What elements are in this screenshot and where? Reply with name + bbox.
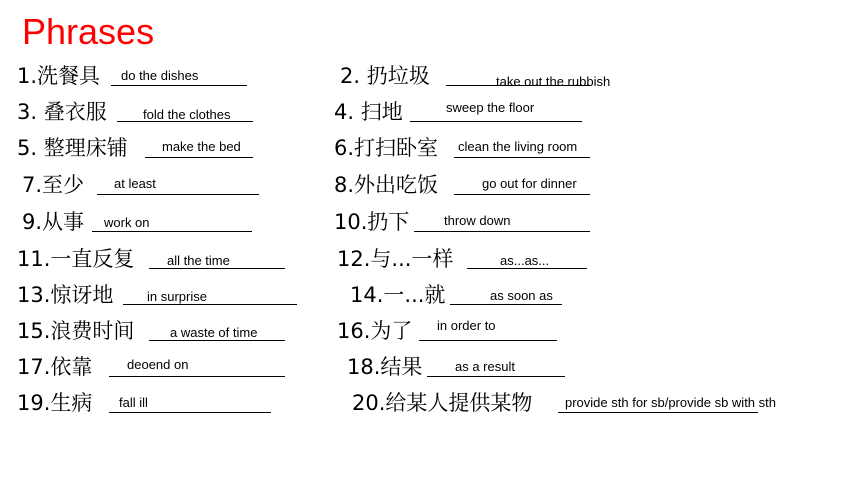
phrase-answer: work on: [104, 215, 150, 230]
phrase-prompt: 5. 整理床铺: [17, 136, 128, 160]
phrase-prompt: 9.从事: [22, 210, 85, 234]
phrase-prompt: 20.给某人提供某物: [352, 391, 533, 415]
phrase-answer: fold the clothes: [143, 107, 231, 122]
phrase-prompt: 12.与...一样: [337, 247, 454, 271]
phrase-answer: as...as...: [500, 253, 550, 268]
phrase-prompt: 19.生病: [17, 391, 93, 415]
phrase-answer: make the bed: [162, 139, 241, 154]
phrase-prompt: 7.至少: [22, 173, 85, 197]
phrase-answer: throw down: [444, 213, 511, 228]
phrase-prompt: 4. 扫地: [334, 100, 403, 124]
phrase-item-3: [17, 96, 267, 126]
phrase-item-17: [17, 351, 297, 381]
phrase-answer: as a result: [455, 359, 515, 374]
phrase-item-15: [17, 315, 307, 345]
phrase-item-19: [17, 387, 297, 417]
phrase-item-10: [334, 206, 604, 236]
phrase-item-2: [340, 60, 640, 90]
phrase-prompt: 6.打扫卧室: [334, 136, 439, 160]
phrase-prompt: 16.为了: [337, 319, 413, 343]
phrase-item-9: [22, 206, 272, 236]
phrase-item-18: [347, 351, 587, 381]
phrase-prompt: 11.一直反复: [17, 247, 135, 271]
phrase-answer: take out the rubbish: [496, 74, 611, 89]
phrase-answer: sweep the floor: [446, 100, 535, 115]
phrase-item-4: [334, 96, 594, 126]
phrase-item-7: [22, 169, 272, 199]
phrase-prompt: 1.洗餐具: [17, 64, 101, 88]
phrase-item-5: [17, 132, 267, 162]
phrase-item-1: [17, 60, 267, 90]
phrase-answer: do the dishes: [121, 68, 199, 83]
phrase-answer: deoend on: [127, 357, 189, 372]
phrase-prompt: 18.结果: [347, 355, 423, 379]
phrase-answer: at least: [114, 176, 156, 191]
phrase-answer: in surprise: [147, 289, 207, 304]
phrase-prompt: 10.扔下: [334, 210, 410, 234]
phrase-answer: a waste of time: [170, 325, 258, 340]
phrase-answer: as soon as: [490, 288, 553, 303]
page-title: Phrases: [22, 11, 155, 52]
phrase-item-14: [350, 279, 590, 309]
phrase-item-8: [334, 169, 604, 199]
phrase-prompt: 2. 扔垃圾: [340, 64, 430, 88]
phrase-item-6: [334, 132, 604, 162]
phrase-item-13: [17, 279, 317, 309]
phrase-answer: go out for dinner: [482, 176, 577, 191]
phrase-item-11: [17, 243, 297, 273]
phrase-prompt: 14.一...就: [350, 283, 446, 307]
phrase-prompt: 15.浪费时间: [17, 319, 135, 343]
phrase-item-16: [337, 315, 587, 345]
phrase-answer: in order to: [437, 318, 496, 333]
phrase-prompt: 8.外出吃饭: [334, 173, 439, 197]
phrase-answer: fall ill: [119, 395, 148, 410]
phrase-prompt: 17.依靠: [17, 355, 93, 379]
phrase-answer: all the time: [167, 253, 230, 268]
phrase-item-20: [352, 387, 822, 417]
phrase-answer: provide sth for sb/provide sb with sth: [565, 395, 776, 410]
phrase-answer: clean the living room: [458, 139, 578, 154]
phrase-prompt: 3. 叠衣服: [17, 100, 107, 124]
phrase-item-12: [337, 243, 597, 273]
phrase-prompt: 13.惊讶地: [17, 283, 114, 307]
